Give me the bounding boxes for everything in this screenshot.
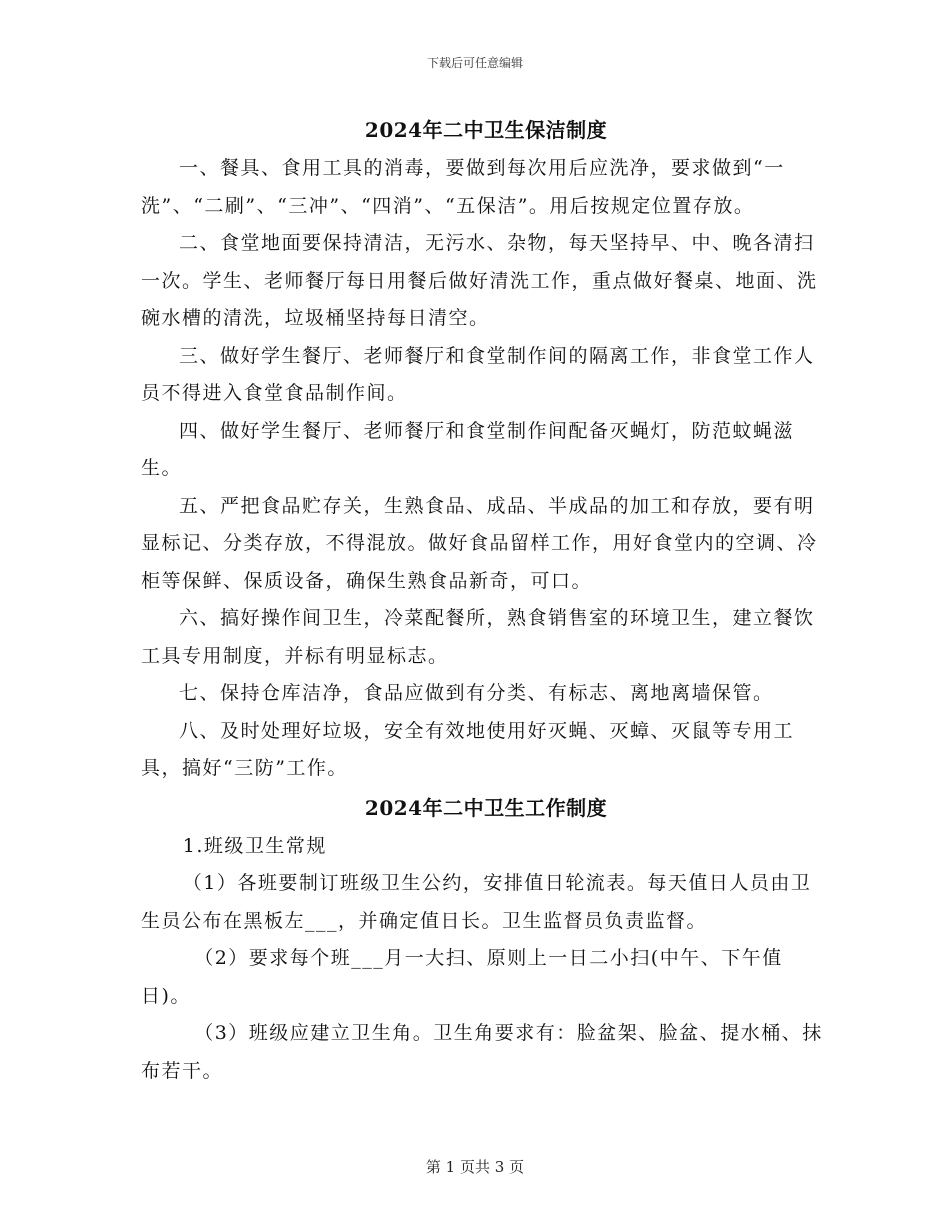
- page-footer-pagination: 第 1 页共 3 页: [425, 1158, 525, 1176]
- rule-item-3: （3）班级应建立卫生角。卫生角要求有：脸盆架、脸盆、提水桶、抹布若干。: [141, 1022, 823, 1082]
- section-title-cleaning: 2024年二中卫生保洁制度: [364, 118, 608, 142]
- subheading-class-hygiene: 1.班级卫生常规: [182, 834, 327, 857]
- paragraph-8: 八、及时处理好垃圾，安全有效地使用好灭蝇、灭蟑、灭鼠等专用工具，搞好“三防”工作。: [141, 719, 795, 779]
- paragraph-4: 四、做好学生餐厅、老师餐厅和食堂制作间配备灭蝇灯，防范蚊蝇滋生。: [141, 419, 795, 479]
- paragraph-7: 七、保持仓库洁净，食品应做到有分类、有标志、离地离墙保管。: [179, 682, 774, 704]
- page-header-note: 下载后可任意编辑: [426, 56, 523, 70]
- paragraph-3: 三、做好学生餐厅、老师餐厅和食堂制作间的隔离工作，非食堂工作人员不得进入食堂食品制作间。: [141, 344, 815, 404]
- document-body: [141, 112, 831, 1090]
- paragraph-6: 六、搞好操作间卫生，冷菜配餐所，熟食销售室的环境卫生，建立餐饮工具专用制度，并标有明显标志。: [141, 607, 815, 667]
- paragraph-5: 五、严把食品贮存关，生熟食品、成品、半成品的加工和存放，要有明显标记、分类存放，不得混放。做好食品留样工作，用好食堂内的空调、冷柜等保鲜、保质设备，确保生熟食品新奇，可口。: [141, 494, 818, 592]
- paragraph-1: 一、餐具、食用工具的消毒，要做到每次用后应洗净，要求做到“一洗”、“二刷”、“三冲”、“四消”、“五保洁”。用后按规定位置存放。: [141, 157, 785, 217]
- rule-item-2: （2）要求每个班___月一大扫、原则上一日二小扫(中午、下午值日)。: [141, 947, 783, 1007]
- section-title-work: 2024年二中卫生工作制度: [364, 795, 608, 820]
- paragraph-2: 二、食堂地面要保持清洁，无污水、杂物，每天坚持早、中、晚各清扫一次。学生、老师餐厅每日用餐后做好清洗工作，重点做好餐桌、地面、洗碗水槽的清洗，垃圾桶坚持每日清空。: [141, 232, 818, 329]
- rule-item-1: （1）各班要制订班级卫生公约，安排值日轮流表。每天值日人员由卫生员公布在黑板左___，并确定值日长。卫生监督员负责监督。: [141, 872, 812, 932]
